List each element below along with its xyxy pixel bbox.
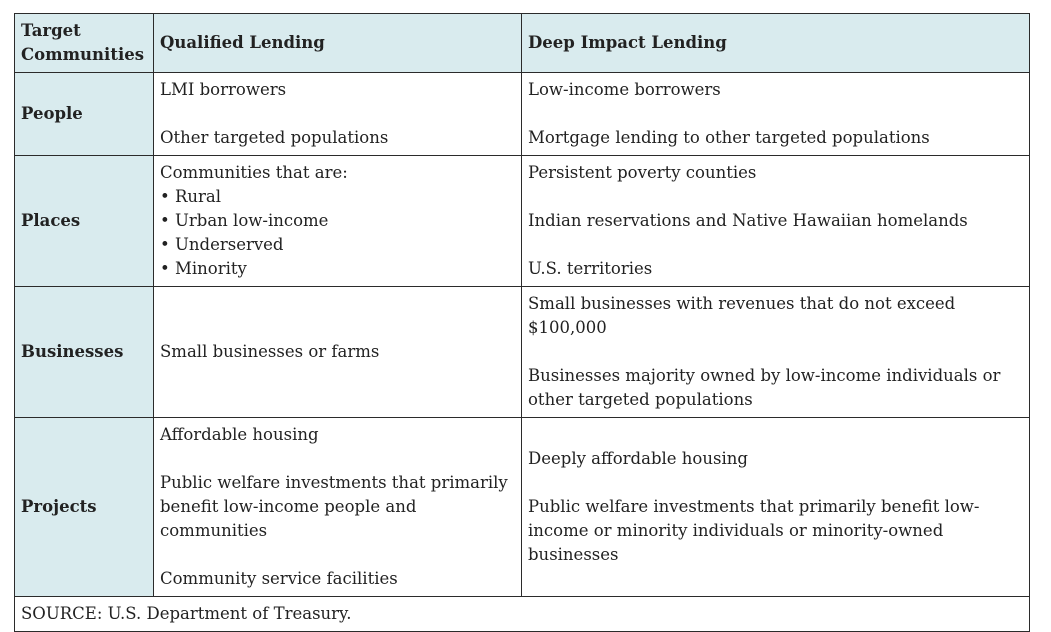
cell-line: Businesses majority owned by low-income individuals or other targeted populations: [528, 366, 1001, 409]
deep-cell-places: [522, 156, 1030, 287]
bullet-item: • Urban low-income: [160, 209, 515, 233]
qualified-cell-places: [154, 156, 522, 287]
cell-line: Low-income borrowers: [528, 80, 721, 99]
row-label-businesses: Businesses: [15, 287, 154, 418]
cell-line: Communities that are:: [160, 163, 348, 182]
qualified-cell-people: [154, 73, 522, 156]
cell-line: LMI borrowers: [160, 80, 287, 99]
row-label-places: Places: [15, 156, 154, 287]
bullet-item: • Rural: [160, 185, 515, 209]
deep-cell-businesses: [522, 287, 1030, 418]
header-qualified-lending: Qualified Lending: [154, 14, 522, 73]
cell-line: Deeply affordable housing: [528, 449, 748, 468]
cell-line: Community service facilities: [160, 569, 398, 588]
cell-line: Other targeted populations: [160, 128, 389, 147]
cell-line: Persistent poverty counties: [528, 163, 757, 182]
source-row: [15, 597, 1030, 632]
header-target-communities: Target Communities: [15, 14, 154, 73]
header-row: [15, 14, 1030, 73]
cell-line: Small businesses or farms: [160, 342, 380, 361]
table-row: [15, 73, 1030, 156]
lending-table: [14, 13, 1030, 632]
table-row: [15, 287, 1030, 418]
cell-line: Affordable housing: [160, 425, 319, 444]
cell-line: Public welfare investments that primarily benefit low-income or minority individuals or minority-owned businesses: [528, 497, 980, 564]
deep-cell-projects: [522, 418, 1030, 597]
deep-cell-people: [522, 73, 1030, 156]
source-note: SOURCE: U.S. Department of Treasury.: [15, 597, 1030, 632]
header-deep-impact-lending: Deep Impact Lending: [522, 14, 1030, 73]
cell-line: Mortgage lending to other targeted populations: [528, 128, 930, 147]
cell-line: Indian reservations and Native Hawaiian homelands: [528, 211, 968, 230]
table-row: [15, 156, 1030, 287]
bullet-item: • Underserved: [160, 233, 515, 257]
row-label-projects: Projects: [15, 418, 154, 597]
qualified-cell-projects: [154, 418, 522, 597]
cell-line: U.S. territories: [528, 259, 653, 278]
row-label-people: People: [15, 73, 154, 156]
bullet-item: • Minority: [160, 257, 515, 281]
qualified-cell-businesses: [154, 287, 522, 418]
cell-line: Small businesses with revenues that do not exceed $100,000: [528, 294, 956, 337]
table-row: [15, 418, 1030, 597]
cell-line: Public welfare investments that primarily benefit low-income people and communities: [160, 473, 508, 540]
